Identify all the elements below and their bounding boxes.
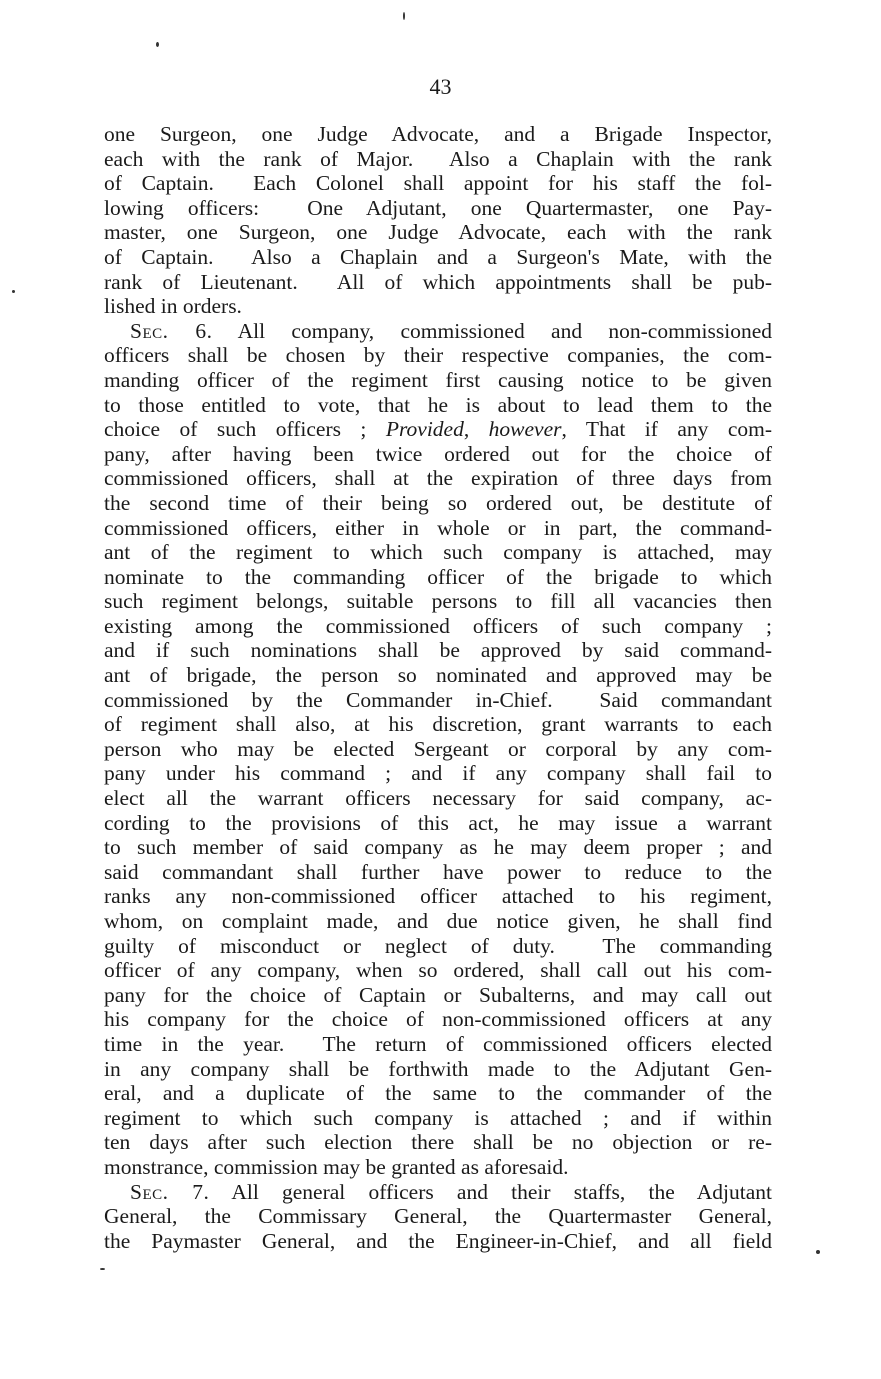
- section-label: Sec. 6.: [130, 318, 213, 343]
- text-segment: manding officer of the regiment first causing notice to be given: [104, 367, 772, 392]
- text-segment: pany for the choice of Captain or Subalterns, and may call out: [104, 982, 772, 1007]
- text-line: [104, 1057, 772, 1082]
- text-segment: said commandant shall further have power to reduce to the: [104, 859, 772, 884]
- text-segment: eral, and a duplicate of the same to the commander of the: [104, 1081, 772, 1106]
- text-line: [104, 958, 772, 983]
- body-text: [104, 122, 772, 1253]
- text-line: [104, 688, 772, 713]
- text-segment: commissioned by the Commander in-Chief. Said commandant: [104, 687, 772, 712]
- text-line: [104, 319, 772, 344]
- text-segment: All general officers and their staffs, the Adjutant: [209, 1179, 773, 1204]
- text-segment: elect all the warrant officers necessary for said company, ac-: [104, 786, 772, 811]
- text-segment: whom, on complaint made, and due notice given, he shall find: [104, 909, 772, 933]
- section-label: Sec. 7.: [130, 1179, 210, 1204]
- text-segment: , That if any com-: [561, 417, 772, 442]
- text-line: [104, 270, 772, 295]
- text-line: [104, 343, 772, 368]
- text-segment: of Captain. Each Colonel shall appoint for his staff the fol-: [104, 171, 772, 196]
- text-segment: the Paymaster General, and the Engineer-in-Chief, and all field: [104, 1228, 772, 1253]
- text-segment: General, the Commissary General, the Quartermaster General,: [104, 1204, 772, 1229]
- text-line: [104, 565, 772, 590]
- text-segment: choice of such officers ;: [104, 417, 386, 442]
- text-line: [104, 663, 772, 688]
- text-line: [104, 811, 772, 836]
- text-segment: officers shall be chosen by their respective companies, the com-: [104, 343, 772, 368]
- text-line: [104, 1180, 772, 1205]
- text-line: [104, 712, 772, 737]
- italic-term: Provided: [385, 417, 464, 442]
- text-segment: ant of the regiment to which such company is attached, may: [104, 540, 772, 565]
- text-line: [104, 1007, 772, 1032]
- text-line: [104, 171, 772, 196]
- page-number: 43: [429, 74, 452, 99]
- text-line: [104, 1081, 772, 1106]
- text-segment: person who may be elected Sergeant or corporal by any com-: [104, 736, 772, 761]
- text-segment: regiment to which such company is attached ; and if within: [104, 1105, 772, 1130]
- text-line: [104, 884, 772, 909]
- text-line: [104, 245, 772, 270]
- text-segment: ant of brigade, the person so nominated and approved may be: [104, 663, 772, 688]
- text-line: [104, 1130, 772, 1155]
- text-segment: rank of Lieutenant. All of which appointments shall be pub-: [104, 269, 772, 294]
- italic-term: however: [488, 417, 562, 442]
- text-segment: his company for the choice of non-commissioned officers at any: [104, 1007, 772, 1032]
- text-line: [104, 122, 772, 147]
- text-line: [104, 442, 772, 467]
- text-segment: All company, commissioned and non-commissioned: [212, 318, 773, 343]
- text-line: [104, 294, 772, 319]
- text-line: [104, 466, 772, 491]
- text-segment: lished in orders.: [104, 294, 242, 319]
- text-line: [104, 737, 772, 762]
- text-segment: ranks any non-commissioned officer attached to his regiment,: [104, 884, 772, 909]
- text-line: [104, 786, 772, 811]
- text-segment: commissioned officers, either in whole or in part, the command-: [104, 515, 772, 540]
- text-segment: officer of any company, when so ordered, shall call out his com-: [104, 958, 772, 983]
- text-line: [104, 761, 772, 786]
- text-segment: lowing officers: One Adjutant, one Quartermaster, one Pay-: [104, 195, 772, 220]
- text-line: [104, 1106, 772, 1131]
- text-line: [104, 1204, 772, 1229]
- text-segment: such regiment belongs, suitable persons to fill all vacancies then: [104, 589, 772, 614]
- text-segment: pany under his command ; and if any company shall fail to: [104, 761, 772, 786]
- text-line: [104, 540, 772, 565]
- text-line: [104, 491, 772, 516]
- text-line: [104, 638, 772, 663]
- text-line: [104, 1155, 772, 1180]
- text-line: [104, 1032, 772, 1057]
- text-line: [104, 589, 772, 614]
- margin-speck: [100, 1268, 105, 1270]
- text-segment: time in the year. The return of commissioned officers elected: [104, 1031, 772, 1056]
- text-line: [104, 1229, 772, 1254]
- text-segment: ten days after such election there shall be no objection or re-: [104, 1130, 772, 1155]
- margin-speck: [403, 12, 405, 20]
- text-segment: of regiment shall also, at his discretion, grant warrants to each: [104, 712, 772, 737]
- text-segment: in any company shall be forthwith made to the Adjutant Gen-: [104, 1056, 772, 1081]
- text-line: [104, 934, 772, 959]
- text-line: [104, 417, 772, 442]
- text-line: [104, 614, 772, 639]
- text-segment: of Captain. Also a Chaplain and a Surgeon's Mate, with the: [104, 244, 772, 269]
- text-line: [104, 220, 772, 245]
- margin-speck: [12, 290, 15, 293]
- text-line: [104, 860, 772, 885]
- text-segment: ,: [463, 417, 489, 442]
- text-line: [104, 393, 772, 418]
- text-segment: pany, after having been twice ordered out for the choice of: [104, 441, 772, 466]
- margin-speck: [816, 1250, 820, 1254]
- text-line: [104, 147, 772, 172]
- text-line: [104, 983, 772, 1008]
- text-segment: one Surgeon, one Judge Advocate, and a Brigade Inspector,: [104, 122, 772, 146]
- text-line: [104, 835, 772, 860]
- text-segment: nominate to the commanding officer of the brigade to which: [104, 564, 772, 589]
- text-segment: to such member of said company as he may deem proper ; and: [104, 835, 772, 860]
- text-segment: each with the rank of Major. Also a Chaplain with the rank: [104, 146, 772, 171]
- text-segment: and if such nominations shall be approved by said command-: [104, 638, 772, 663]
- text-line: [104, 516, 772, 541]
- text-line: [104, 909, 772, 934]
- text-line: [104, 196, 772, 221]
- text-segment: commissioned officers, shall at the expiration of three days from: [104, 466, 772, 491]
- text-segment: cording to the provisions of this act, he may issue a warrant: [104, 810, 772, 835]
- margin-speck: [156, 42, 159, 47]
- text-segment: the second time of their being so ordered out, be destitute of: [104, 490, 772, 515]
- text-segment: master, one Surgeon, one Judge Advocate, each with the rank: [104, 220, 772, 245]
- text-segment: existing among the commissioned officers of such company ;: [104, 613, 772, 638]
- text-segment: guilty of misconduct or neglect of duty. The commanding: [104, 933, 772, 958]
- text-segment: to those entitled to vote, that he is about to lead them to the: [104, 392, 772, 417]
- text-segment: monstrance, commission may be granted as aforesaid.: [104, 1154, 569, 1179]
- text-line: [104, 368, 772, 393]
